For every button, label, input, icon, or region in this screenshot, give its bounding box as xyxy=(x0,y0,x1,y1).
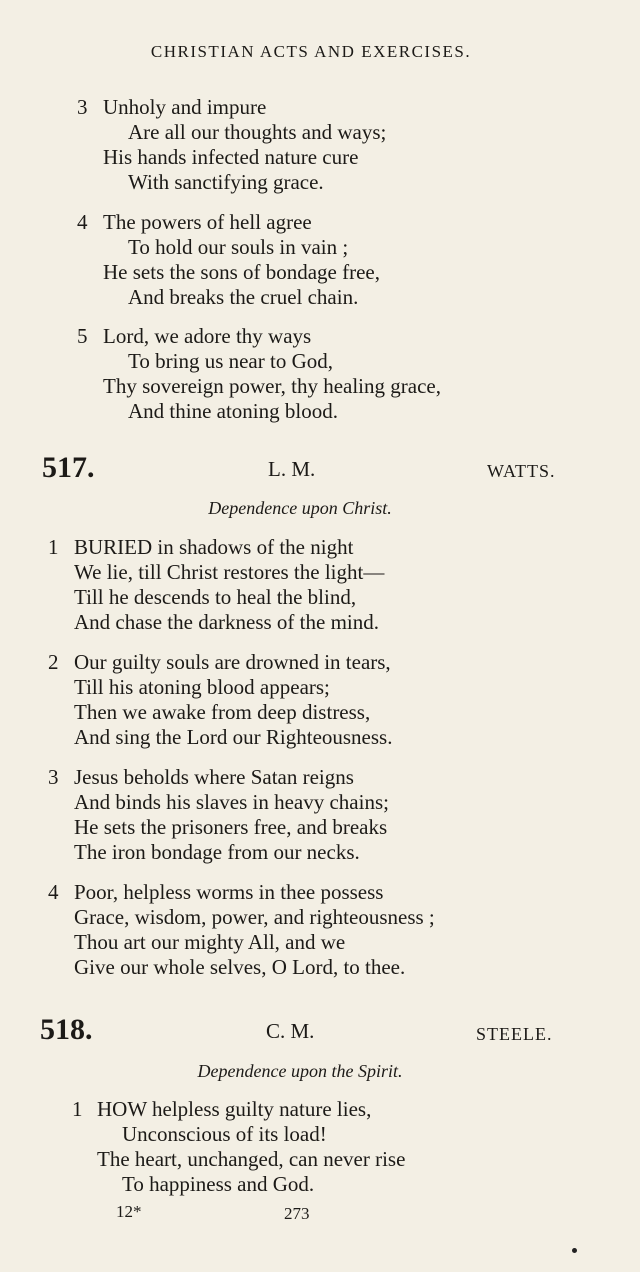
stanza-number: 4 xyxy=(48,880,59,904)
ink-speck xyxy=(572,1248,577,1253)
stanza-number: 5 xyxy=(77,324,88,348)
hymn-author: STEELE. xyxy=(476,1024,553,1044)
hymn-number: 517. xyxy=(42,451,95,484)
stanza-number: 3 xyxy=(48,765,59,789)
hymn-number: 518. xyxy=(40,1013,93,1046)
verse-line: We lie, till Christ restores the light— xyxy=(74,560,385,584)
verse-line: His hands infected nature cure xyxy=(103,145,359,169)
verse-line: Lord, we adore thy ways xyxy=(103,324,312,348)
verse-line: And sing the Lord our Righteousness. xyxy=(74,725,393,749)
verse-line: The iron bondage from our necks. xyxy=(74,840,360,864)
verse-line: To hold our souls in vain ; xyxy=(128,235,349,259)
hymn-author: WATTS. xyxy=(487,461,556,481)
verse-line: Till his atoning blood appears; xyxy=(74,675,330,699)
hymn-subtitle: Dependence upon Christ. xyxy=(208,498,392,518)
stanza-number: 3 xyxy=(77,95,88,119)
verse-line: Thy sovereign power, thy healing grace, xyxy=(103,374,441,398)
verse-line: Jesus beholds where Satan reigns xyxy=(74,765,354,789)
signature-mark: 12* xyxy=(116,1202,142,1221)
verse-line: And binds his slaves in heavy chains; xyxy=(74,790,389,814)
verse-line: Our guilty souls are drowned in tears, xyxy=(74,650,391,674)
verse-line: And breaks the cruel chain. xyxy=(128,285,359,309)
hymn-meter: C. M. xyxy=(266,1019,315,1043)
verse-line: The powers of hell agree xyxy=(103,210,312,234)
verse-line: With sanctifying grace. xyxy=(128,170,324,194)
verse-line: HOW helpless guilty nature lies, xyxy=(97,1097,372,1121)
verse-line: To bring us near to God, xyxy=(128,349,333,373)
verse-line: Unholy and impure xyxy=(103,95,267,119)
verse-line: Grace, wisdom, power, and righteousness ; xyxy=(74,905,435,929)
hymn-meter: L. M. xyxy=(268,457,316,481)
stanza-number: 1 xyxy=(48,535,59,559)
hymn-subtitle: Dependence upon the Spirit. xyxy=(197,1061,403,1081)
verse-line: The heart, unchanged, can never rise xyxy=(97,1147,406,1171)
verse-line: To happiness and God. xyxy=(122,1172,315,1196)
verse-line: Then we awake from deep distress, xyxy=(74,700,371,724)
stanza-number: 1 xyxy=(72,1097,83,1121)
verse-line: And thine atoning blood. xyxy=(128,399,338,423)
verse-line: Poor, helpless worms in thee possess xyxy=(74,880,384,904)
verse-line: He sets the sons of bondage free, xyxy=(103,260,380,284)
verse-line: And chase the darkness of the mind. xyxy=(74,610,380,634)
page-number: 273 xyxy=(284,1204,310,1223)
running-header: CHRISTIAN ACTS AND EXERCISES. xyxy=(150,42,472,61)
stanza-number: 2 xyxy=(48,650,59,674)
verse-line: He sets the prisoners free, and breaks xyxy=(74,815,388,839)
verse-line: Thou art our mighty All, and we xyxy=(74,930,346,954)
verse-line: Unconscious of its load! xyxy=(122,1122,327,1146)
stanza-number: 4 xyxy=(77,210,88,234)
verse-line: Give our whole selves, O Lord, to thee. xyxy=(74,955,406,979)
verse-line: BURIED in shadows of the night xyxy=(74,535,354,559)
verse-line: Till he descends to heal the blind, xyxy=(74,585,357,609)
verse-line: Are all our thoughts and ways; xyxy=(128,120,387,144)
